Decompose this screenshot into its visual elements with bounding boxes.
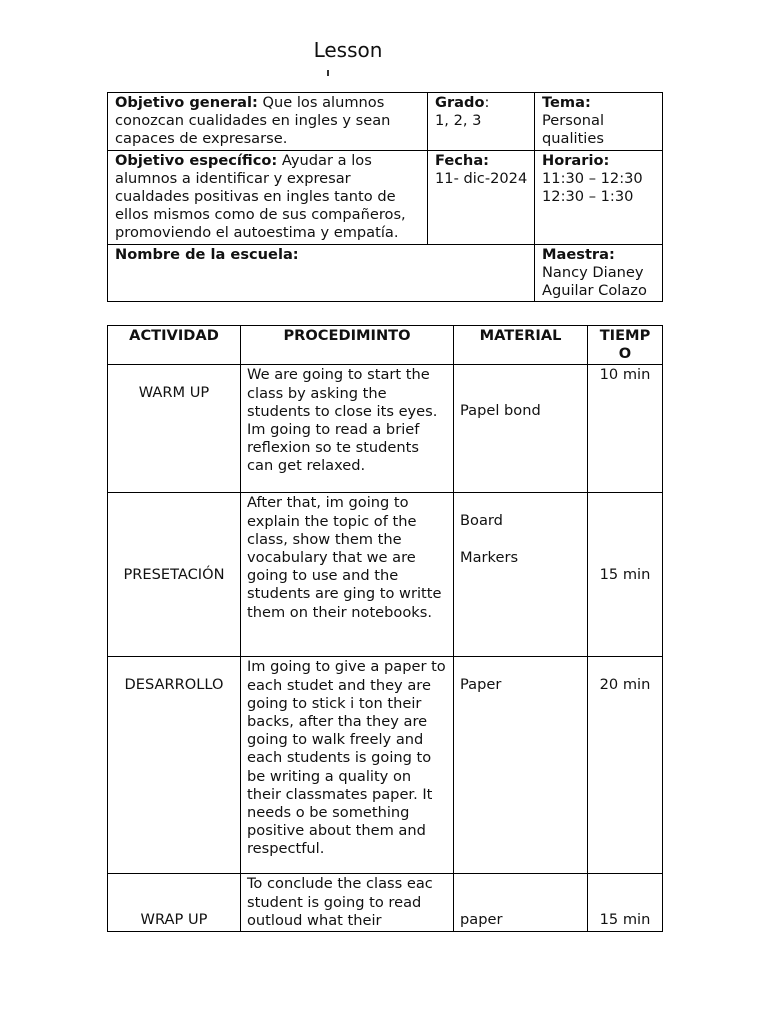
header-tiempo: TIEMPO (588, 326, 663, 365)
table-row (108, 657, 663, 874)
objetivo-general-label: Objetivo general: (115, 94, 258, 111)
procedimiento-cell: Im going to give a paper to each studet and they are going to stick i ton their backs, after tha they are going to walk freely and each students is going to be writing a quality on their classmates paper. It needs o be something positive about them and respectful. (241, 657, 454, 874)
fecha-cell (428, 150, 535, 244)
horario-line-2: 12:30 – 1:30 (542, 188, 634, 206)
material-item: Board (460, 512, 503, 530)
activity-header-row (108, 326, 663, 365)
horario-label: Horario: (542, 151, 610, 169)
material-cell (454, 657, 588, 874)
actividad-name: WARM UP (138, 384, 210, 402)
grado-cell (428, 93, 535, 151)
tiempo-value: 20 min (599, 676, 651, 694)
procedimiento-cell: We are going to start the class by asking the students to close its eyes. Im going to read a brief reflexion so te students can get relaxed. (241, 365, 454, 493)
activity-table (107, 325, 663, 932)
grado-label: Grado (435, 94, 485, 111)
table-row (108, 874, 663, 932)
escuela-cell (108, 244, 535, 302)
actividad-cell (108, 365, 241, 493)
material-item: paper (460, 911, 503, 929)
actividad-name: DESARROLLO (124, 676, 224, 694)
material-cell (454, 493, 588, 657)
actividad-name: WRAP UP (140, 911, 208, 929)
info-row-3 (108, 244, 663, 302)
maestra-cell (535, 244, 663, 302)
tema-cell (535, 93, 663, 151)
material-cell (454, 365, 588, 493)
material-item: Markers (460, 548, 519, 566)
header-procedimiento: PROCEDIMINTO (241, 326, 454, 365)
actividad-cell (108, 874, 241, 932)
horario-cell (535, 150, 663, 244)
table-row (108, 493, 663, 657)
page-title: Lesson (313, 38, 383, 62)
tiempo-value: 15 min (599, 911, 651, 929)
maestra-value: Nancy Dianey Aguilar Colazo (542, 263, 647, 300)
fecha-value: 11- dic-2024 (435, 169, 528, 187)
material-cell (454, 874, 588, 932)
material-item: Papel bond (460, 402, 541, 420)
tema-value: Personal qualities (542, 112, 605, 148)
tiempo-cell: 10 min (588, 365, 663, 493)
actividad-cell (108, 493, 241, 657)
lesson-info-table (107, 92, 663, 302)
header-actividad: ACTIVIDAD (108, 326, 241, 365)
info-row-1 (108, 93, 663, 151)
objetivo-especifico-cell (108, 150, 428, 244)
grado-colon: : (484, 94, 490, 111)
procedimiento-cell: After that, im going to explain the topic of the class, show them the vocabulary that we are going to use and the students are ging to writte them on their notebooks. (241, 493, 454, 657)
tiempo-cell (588, 874, 663, 932)
objetivo-especifico-label: Objetivo específico: (115, 151, 278, 169)
tema-label: Tema: (542, 94, 591, 111)
tiempo-cell (588, 657, 663, 874)
title-mark (327, 70, 329, 76)
table-row (108, 365, 663, 493)
grado-value: 1, 2, 3 (435, 112, 482, 130)
fecha-label: Fecha: (435, 151, 489, 169)
tiempo-value: 15 min (599, 566, 651, 584)
material-item: Paper (460, 676, 502, 694)
objetivo-especifico-text: Ayudar a los alumnos a identificar y expresar cualdades positivas en ingles tanto de ellos mismos como de sus compañeros, promoviendo el autoestima y empatía. (115, 151, 406, 242)
objetivo-general-text: Que los alumnos conozcan cualidades en ingles y sean capaces de expresarse. (115, 94, 391, 148)
objetivo-general-cell (108, 93, 428, 151)
procedimiento-cell: To conclude the class eac student is going to read outloud what their (241, 874, 454, 932)
maestra-label: Maestra: (542, 245, 615, 263)
header-material: MATERIAL (454, 326, 588, 365)
actividad-cell (108, 657, 241, 874)
actividad-name: PRESETACIÓN (123, 566, 225, 584)
escuela-label: Nombre de la escuela: (115, 245, 299, 263)
tiempo-cell (588, 493, 663, 657)
info-row-2 (108, 150, 663, 244)
horario-line-1: 11:30 – 12:30 (542, 169, 643, 187)
